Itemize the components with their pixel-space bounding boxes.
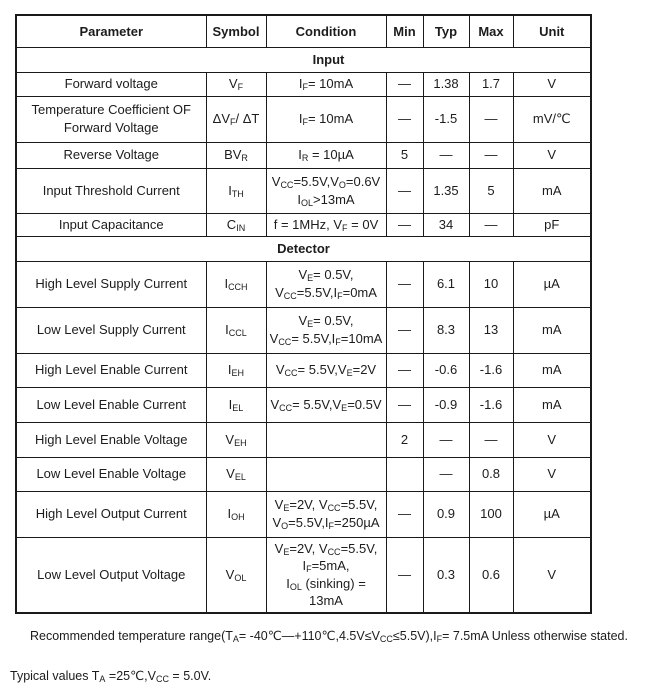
table-row (16, 142, 591, 168)
table-row (16, 213, 591, 236)
table-body (16, 47, 591, 613)
column-header-parameter: Parameter (16, 15, 206, 47)
condition-line: $V_E=2V$, $V_{CC}=5.5V$, (274, 540, 378, 557)
max-cell: 0.8 (469, 457, 513, 491)
table-row (16, 537, 591, 613)
condition-line: f = 1MHz, $V_F = 0V$ (273, 216, 379, 233)
symbol-cell: $V_{EH}$ (206, 422, 266, 457)
unit-cell: µA (513, 491, 591, 537)
min-cell: — (386, 213, 423, 236)
parameter-cell: High Level Enable Current (16, 353, 206, 387)
unit-cell: mV/℃ (513, 96, 591, 142)
symbol-cell: $I_{CCL}$ (206, 307, 266, 353)
unit-cell: mA (513, 387, 591, 422)
condition-cell (266, 353, 386, 387)
table-row (16, 387, 591, 422)
min-cell: — (386, 537, 423, 613)
condition-line: $I_{OL}>13mA$ (297, 191, 355, 208)
symbol-cell: $I_{EH}$ (206, 353, 266, 387)
table-row (16, 422, 591, 457)
section-label: Detector (16, 236, 591, 261)
min-cell: — (386, 72, 423, 96)
symbol-cell: $I_{CCH}$ (206, 261, 266, 307)
parameter-cell: High Level Output Current (16, 491, 206, 537)
condition-line: $V_{CC}=5.5V,I_F=0mA$ (275, 285, 377, 301)
symbol-cell: $\Delta V_F/$ ΔT (206, 96, 266, 142)
unit-cell: pF (513, 213, 591, 236)
min-cell: — (386, 307, 423, 353)
unit-cell: mA (513, 168, 591, 213)
parameter-cell: Reverse Voltage (16, 142, 206, 168)
typ-cell: 6.1 (423, 261, 469, 307)
condition-line: $V_{CC}= 5.5V,V_E=2V$ (275, 362, 377, 379)
typ-cell: — (423, 457, 469, 491)
unit-cell: mA (513, 353, 591, 387)
condition-cell (266, 213, 386, 236)
footnote-typical-values: Typical values $T_A$ $=25℃,V_{CC} = 5.0V$. (10, 669, 212, 684)
condition-cell (266, 168, 386, 213)
unit-cell: mA (513, 307, 591, 353)
max-cell: -1.6 (469, 353, 513, 387)
section-row (16, 236, 591, 261)
unit-cell: µA (513, 261, 591, 307)
min-cell: — (386, 96, 423, 142)
column-header-condition: Condition (266, 15, 386, 47)
min-cell: 5 (386, 142, 423, 168)
min-cell: — (386, 387, 423, 422)
max-cell: — (469, 96, 513, 142)
unit-cell: V (513, 72, 591, 96)
table-row (16, 353, 591, 387)
min-cell: — (386, 168, 423, 213)
table-row (16, 168, 591, 213)
condition-line: $V_{CC}=5.5V,V_O=0.6V$ (271, 173, 381, 190)
footnote-recommended-range: Recommended temperature $range(T_A=$ $-40℃—+110℃,4.5V\le V_{CC}\le 5.5V),I_F= 7.5mA$ Unless otherwise stated. (30, 629, 628, 644)
column-header-min: Min (386, 15, 423, 47)
unit-cell: V (513, 537, 591, 613)
max-cell: 5 (469, 168, 513, 213)
typ-cell: -0.6 (423, 353, 469, 387)
parameter-cell: Input Threshold Current (16, 168, 206, 213)
parameter-cell: Low Level Enable Current (16, 387, 206, 422)
typ-cell: 8.3 (423, 307, 469, 353)
parameter-cell: High Level Supply Current (16, 261, 206, 307)
table-row (16, 307, 591, 353)
unit-cell: V (513, 422, 591, 457)
condition-cell (266, 422, 386, 457)
table-row (16, 261, 591, 307)
symbol-cell: $V_{EL}$ (206, 457, 266, 491)
parameter-cell: Forward voltage (16, 72, 206, 96)
parameter-cell: Low Level Supply Current (16, 307, 206, 353)
table-row (16, 457, 591, 491)
column-header-unit: Unit (513, 15, 591, 47)
table-row (16, 96, 591, 142)
condition-line: $V_E= 0.5V$, (298, 267, 354, 284)
condition-cell (266, 537, 386, 613)
parameter-cell: Low Level Output Voltage (16, 537, 206, 613)
min-cell (386, 457, 423, 491)
typ-cell: -1.5 (423, 96, 469, 142)
min-cell: — (386, 353, 423, 387)
condition-cell (266, 491, 386, 537)
max-cell: 10 (469, 261, 513, 307)
condition-cell (266, 72, 386, 96)
symbol-cell: $BV_R$ (206, 142, 266, 168)
symbol-cell: $I_{OH}$ (206, 491, 266, 537)
condition-line: $V_O=5.5V,I_F=250\mu A$ (272, 515, 380, 531)
typ-cell: -0.9 (423, 387, 469, 422)
condition-cell (266, 96, 386, 142)
typ-cell: 34 (423, 213, 469, 236)
parameter-cell: Low Level Enable Voltage (16, 457, 206, 491)
condition-cell (266, 387, 386, 422)
min-cell: — (386, 261, 423, 307)
typ-cell: 1.35 (423, 168, 469, 213)
condition-line: $I_F= 10mA$ (298, 76, 354, 93)
max-cell: 0.6 (469, 537, 513, 613)
condition-line: $V_{CC}= 5.5V,I_F=10mA$ (269, 331, 383, 347)
unit-cell: V (513, 457, 591, 491)
condition-line: $I_F= 10mA$ (298, 111, 354, 128)
max-cell: -1.6 (469, 387, 513, 422)
condition-line: $V_E=2V$, $V_{CC}=5.5V$, (274, 497, 378, 514)
unit-cell: V (513, 142, 591, 168)
typ-cell: 0.9 (423, 491, 469, 537)
condition-cell (266, 457, 386, 491)
typ-cell: — (423, 422, 469, 457)
parameter-cell: Input Capacitance (16, 213, 206, 236)
max-cell: — (469, 213, 513, 236)
electrical-characteristics-table (15, 14, 592, 614)
typ-cell: — (423, 142, 469, 168)
table-row (16, 491, 591, 537)
max-cell: 13 (469, 307, 513, 353)
condition-line: $V_{CC}= 5.5V,V_E=0.5V$ (270, 396, 382, 413)
max-cell: 100 (469, 491, 513, 537)
symbol-cell: $I_{EL}$ (206, 387, 266, 422)
condition-line: $I_{OL}$ (sinking) = 13mA (286, 575, 366, 609)
column-header-symbol: Symbol (206, 15, 266, 47)
section-row (16, 47, 591, 72)
table-header-row (16, 15, 591, 47)
condition-cell (266, 142, 386, 168)
max-cell: — (469, 422, 513, 457)
symbol-cell: $I_{TH}$ (206, 168, 266, 213)
parameter-cell: High Level Enable Voltage (16, 422, 206, 457)
typ-cell: 1.38 (423, 72, 469, 96)
parameter-cell: Temperature Coefficient OF Forward Voltage (16, 96, 206, 142)
max-cell: 1.7 (469, 72, 513, 96)
symbol-cell: $C_{IN}$ (206, 213, 266, 236)
min-cell: 2 (386, 422, 423, 457)
condition-line: $I_R = 10\mu A$ (298, 147, 354, 164)
condition-cell (266, 307, 386, 353)
symbol-cell: $V_{OL}$ (206, 537, 266, 613)
min-cell: — (386, 491, 423, 537)
column-header-max: Max (469, 15, 513, 47)
table-header (16, 15, 591, 47)
section-label: Input (16, 47, 591, 72)
table-row (16, 72, 591, 96)
condition-line: $I_F=5mA$, (302, 558, 350, 575)
symbol-cell: $V_F$ (206, 72, 266, 96)
max-cell: — (469, 142, 513, 168)
column-header-typ: Typ (423, 15, 469, 47)
condition-cell (266, 261, 386, 307)
condition-line: $V_E= 0.5V$, (298, 313, 354, 330)
typ-cell: 0.3 (423, 537, 469, 613)
